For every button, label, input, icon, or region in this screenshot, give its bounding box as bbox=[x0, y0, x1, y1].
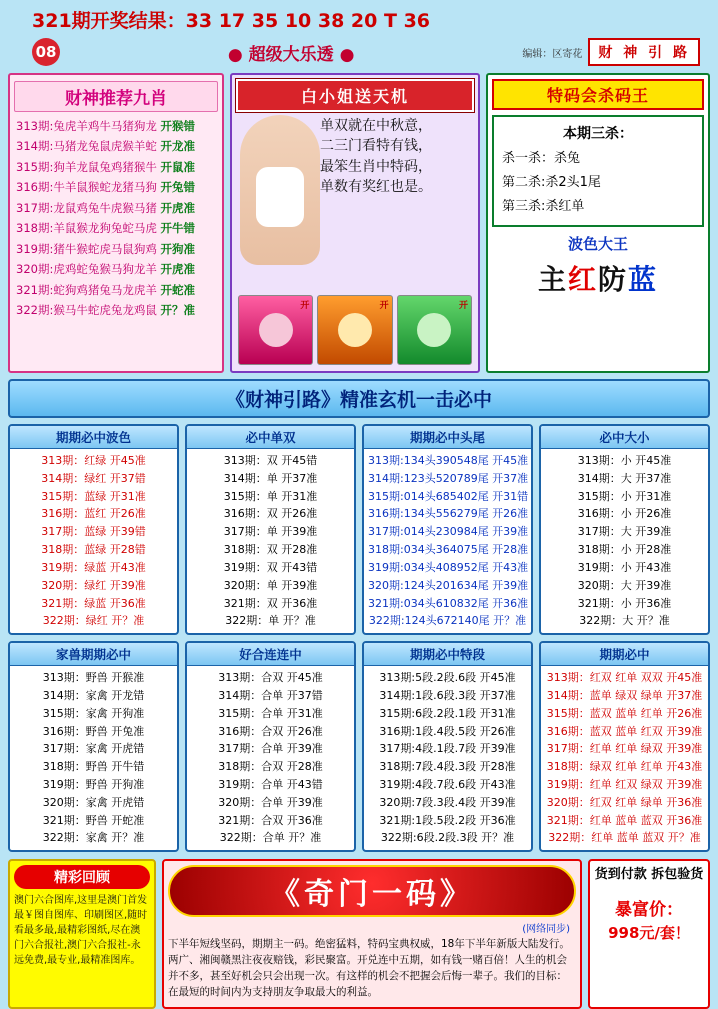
table-row: 320期：绿红 开39准 bbox=[41, 578, 146, 592]
ad-panel bbox=[162, 859, 582, 1009]
box-title: 期期必中 bbox=[541, 643, 708, 666]
kill-title: 本期三杀： bbox=[563, 126, 633, 142]
table-row: 322期:6段.2段.3段 开？准 bbox=[380, 831, 515, 845]
table-row: 321期:034头610832尾 开36准 bbox=[368, 596, 529, 610]
box-title: 必中大小 bbox=[541, 426, 708, 449]
box-qiqi bbox=[539, 641, 710, 852]
mascot-icon bbox=[338, 313, 372, 347]
table-row: 315期：小 开31准 bbox=[577, 489, 672, 503]
kill-line: 杀一杀：杀兔 bbox=[502, 151, 581, 166]
result-label: 开虎准 bbox=[160, 262, 195, 277]
table-row: 321期:1段.5段.2段 开36准 bbox=[379, 813, 516, 827]
ad-subtitle: (网络同步) bbox=[522, 924, 570, 936]
table-row: 322期：绿红 开？准 bbox=[42, 614, 145, 628]
review-text: 澳门六合图库,这里是澳门首发最￥图自图库、印刷图区,随时看最多最,最精彩图纸,尽在澳门六合报社,澳门六合报社-永远免费,最专业,最精准图库。 bbox=[14, 895, 148, 967]
box-helian bbox=[185, 641, 356, 852]
mascot-card bbox=[397, 295, 472, 365]
table-row: 317期：红单 红单 绿双 开39准 bbox=[546, 742, 703, 756]
table-row: 318期：双 开28准 bbox=[223, 543, 318, 557]
poem-line: 单数有奖红也是。 bbox=[320, 178, 432, 195]
issue-ball: 08 bbox=[32, 38, 60, 66]
mascot-card bbox=[317, 295, 392, 365]
table-row: 317期:014头230984尾 开39准 bbox=[368, 525, 529, 539]
table-row: 321期：小 开36准 bbox=[577, 596, 672, 610]
table-row: 320期:7段.3段.4段 开39准 bbox=[379, 795, 516, 809]
list-item: 319期:猪牛猴蛇虎马鼠狗鸡 开狗准 bbox=[16, 241, 195, 256]
review-panel bbox=[8, 859, 156, 1009]
prediction-grid-1 bbox=[8, 424, 710, 635]
mascot-card-label: 开 bbox=[300, 301, 310, 311]
table-row: 318期：野兽 开牛错 bbox=[42, 760, 145, 774]
box-danshuang bbox=[185, 424, 356, 635]
brand-badge: 财 神 引 路 bbox=[588, 38, 700, 66]
table-row: 320期：大 开39准 bbox=[577, 578, 672, 592]
panel-zodiac bbox=[8, 73, 224, 373]
table-row: 316期:134头556279尾 开26准 bbox=[368, 507, 529, 521]
box-teduan bbox=[362, 641, 533, 852]
list-item: 313期:兔虎羊鸡牛马猪狗龙 开猴错 bbox=[16, 119, 195, 133]
headline: 321期开奖结果：33 17 35 10 38 20 T 36 bbox=[32, 10, 431, 32]
table-row: 321期：双 开36准 bbox=[223, 596, 318, 610]
box-daxiao bbox=[539, 424, 710, 635]
panel-kill-banner: 特码会杀码王 bbox=[492, 79, 704, 110]
mascot-icon bbox=[259, 313, 293, 347]
table-row: 322期：大 开？准 bbox=[579, 614, 670, 628]
list-item: 317期:龙鼠鸡兔牛虎猴马猪 开虎准 bbox=[16, 200, 195, 215]
result-label: 开龙准 bbox=[160, 139, 195, 154]
table-row: 315期：单 开31准 bbox=[223, 489, 318, 503]
table-row: 319期：绿蓝 开43准 bbox=[41, 560, 146, 574]
list-item: 322期:猴马牛蛇虎兔龙鸡鼠 开？准 bbox=[16, 303, 195, 318]
table-row: 313期：小 开45准 bbox=[577, 454, 672, 467]
box-title: 期期必中头尾 bbox=[364, 426, 531, 449]
list-item: 314期:马猪龙兔鼠虎猴羊蛇 开龙准 bbox=[16, 139, 195, 154]
poem-line: 最笨生肖中特码， bbox=[320, 158, 432, 175]
box-bose bbox=[8, 424, 179, 635]
ad-title: 《奇门一码》 bbox=[168, 865, 576, 917]
poem-line: 单双就在中秋意， bbox=[320, 118, 432, 134]
table-row: 313期:5段.2段.6段 开45准 bbox=[379, 671, 516, 685]
table-row: 315期:6段.2段.1段 开31准 bbox=[379, 706, 516, 720]
table-row: 317期：合单 开39准 bbox=[218, 742, 323, 756]
mascot-card-label: 开 bbox=[379, 301, 389, 311]
panel-tianji bbox=[230, 73, 480, 373]
result-label: 开蛇准 bbox=[160, 282, 195, 297]
result-label: 开兔错 bbox=[160, 180, 195, 195]
table-row: 320期：家禽 开虎错 bbox=[42, 795, 145, 809]
zodiac-list bbox=[14, 116, 218, 321]
wave-slogan bbox=[492, 258, 704, 298]
table-row: 314期：绿红 开37错 bbox=[41, 471, 146, 485]
table-row: 319期:4段.7段.6段 开43准 bbox=[379, 778, 516, 791]
box-body bbox=[541, 449, 708, 633]
table-row: 321期：合双 开36准 bbox=[218, 813, 323, 827]
box-body bbox=[364, 449, 531, 633]
table-row: 319期:034头408952尾 开43准 bbox=[368, 560, 529, 574]
box-body bbox=[187, 449, 354, 633]
mascot-card bbox=[238, 295, 313, 365]
table-row: 322期：红单 蓝单 蓝双 开？准 bbox=[548, 831, 701, 845]
table-row: 319期：合单 开43错 bbox=[218, 778, 323, 791]
table-row: 315期：蓝绿 开31准 bbox=[41, 489, 146, 503]
table-row: 313期：红双 红单 双双 开45准 bbox=[546, 671, 703, 685]
box-body bbox=[10, 666, 177, 850]
model-photo bbox=[240, 115, 320, 265]
table-row: 320期：合单 开39准 bbox=[218, 795, 323, 809]
table-row: 313期:134头390548尾 开45准 bbox=[368, 454, 529, 467]
box-body bbox=[10, 449, 177, 633]
table-row: 314期：合单 开37错 bbox=[218, 688, 323, 702]
table-row: 314期：蓝单 绿双 绿单 开37准 bbox=[546, 688, 703, 702]
kill-line: 第三杀:杀红单 bbox=[502, 199, 585, 215]
panel-zodiac-title: 财神推荐九肖 bbox=[14, 81, 218, 112]
table-row: 314期：大 开37准 bbox=[577, 471, 672, 485]
table-row: 321期：野兽 开蛇准 bbox=[42, 813, 145, 827]
panel-tianji-banner: 白小姐送天机 bbox=[236, 79, 474, 112]
table-row: 318期：小 开28准 bbox=[577, 543, 672, 557]
box-title: 好合连连中 bbox=[187, 643, 354, 666]
list-item: 321期:蛇狗鸡猪兔马龙虎羊 开蛇准 bbox=[16, 282, 195, 297]
table-row: 315期：蓝双 蓝单 红单 开26准 bbox=[546, 706, 703, 720]
table-row: 316期：蓝红 开26准 bbox=[41, 507, 146, 521]
box-body bbox=[541, 666, 708, 850]
table-row: 318期：合双 开28准 bbox=[218, 760, 323, 774]
table-row: 317期：家禽 开虎错 bbox=[42, 742, 145, 756]
price-value: 998元/套！ bbox=[608, 923, 690, 942]
panel-kill bbox=[486, 73, 710, 373]
table-row: 314期:1段.6段.3段 开37准 bbox=[379, 688, 516, 702]
result-label: 开？准 bbox=[160, 303, 195, 318]
table-row: 320期：红双 红单 绿单 开36准 bbox=[546, 795, 703, 809]
table-row: 313期：红绿 开45准 bbox=[41, 454, 146, 467]
table-row: 314期:123头520789尾 开37准 bbox=[368, 471, 529, 485]
table-row: 321期：红单 蓝单 蓝双 开36准 bbox=[546, 813, 703, 827]
price-label: 暴富价： bbox=[615, 899, 683, 920]
editor-label: 编辑：区寄花 bbox=[522, 48, 583, 60]
table-row: 316期:1段.4段.5段 开26准 bbox=[379, 724, 516, 738]
table-row: 315期：家禽 开狗准 bbox=[42, 706, 145, 720]
ad-text: 下半年短线坚码，期期主一码。绝密猛料，特码宝典权威，18年下半年新版大陆发行。两广、湘闽赣黑注夜夜赔钱，彩民聚富。开兑连中五期，如有钱一赌百倍！人生的机会并不多，甚至好机会只会出现一次。有这样的机会不把握会后悔一辈子。我们的目标：在最短的时间内为支持朋友争取最大的利益。 bbox=[168, 938, 570, 998]
table-row: 317期：大 开39准 bbox=[577, 525, 672, 539]
poem-line: 二三门看特有钱， bbox=[320, 138, 432, 155]
table-row: 320期：单 开39准 bbox=[223, 578, 318, 592]
table-row: 322期:124头672140尾 开？准 bbox=[368, 614, 527, 628]
box-body bbox=[364, 666, 531, 850]
slogan-char: 蓝 bbox=[628, 263, 659, 297]
review-title: 精彩回顾 bbox=[14, 865, 150, 889]
table-row: 318期:7段.4段.3段 开28准 bbox=[379, 760, 516, 774]
bottom-section bbox=[8, 859, 710, 1009]
table-row: 318期：蓝绿 开28错 bbox=[41, 543, 146, 557]
table-row: 314期：单 开37准 bbox=[223, 471, 318, 485]
table-row: 313期：野兽 开猴准 bbox=[42, 671, 145, 685]
box-title: 必中单双 bbox=[187, 426, 354, 449]
table-row: 313期：合双 开45准 bbox=[218, 671, 323, 685]
table-row: 318期:034头364075尾 开28准 bbox=[368, 543, 529, 557]
table-row: 322期：合单 开？准 bbox=[219, 831, 322, 845]
box-title: 期期必中波色 bbox=[10, 426, 177, 449]
result-label: 开鼠准 bbox=[160, 159, 195, 174]
table-row: 317期:4段.1段.7段 开39准 bbox=[379, 742, 516, 756]
box-title: 期期必中特段 bbox=[364, 643, 531, 666]
list-item: 320期:虎鸡蛇兔猴马狗龙羊 开虎准 bbox=[16, 262, 195, 277]
table-row: 321期：绿蓝 开36准 bbox=[41, 596, 146, 610]
box-title: 家兽期期必中 bbox=[10, 643, 177, 666]
result-label: 开狗准 bbox=[160, 241, 195, 256]
list-item: 315期:狗羊龙鼠兔鸡猪猴牛 开鼠准 bbox=[16, 159, 195, 174]
table-row: 317期：蓝绿 开39错 bbox=[41, 525, 146, 539]
result-label: 开牛错 bbox=[160, 221, 195, 236]
table-row: 318期：绿双 红单 红单 开43准 bbox=[546, 760, 703, 774]
slogan-char: 红 bbox=[567, 263, 598, 297]
table-row: 315期：合单 开31准 bbox=[218, 706, 323, 720]
kill-list bbox=[492, 115, 704, 227]
slogan-char: 主 bbox=[537, 263, 568, 297]
result-label: 开猴错 bbox=[160, 119, 195, 133]
table-row: 319期：双 开43错 bbox=[223, 560, 318, 574]
kill-line: 第二杀:杀2头1尾 bbox=[502, 175, 601, 191]
top-panels bbox=[8, 73, 710, 373]
table-row: 319期：红单 红双 绿双 开39准 bbox=[546, 778, 703, 791]
table-row: 316期：双 开26准 bbox=[223, 507, 318, 521]
box-touwei bbox=[362, 424, 533, 635]
table-row: 319期：野兽 开狗准 bbox=[42, 778, 145, 791]
slogan-char: 防 bbox=[598, 263, 629, 297]
table-row: 316期：合双 开26准 bbox=[218, 724, 323, 738]
mascot-card-label: 开 bbox=[458, 301, 468, 311]
table-row: 319期：小 开43准 bbox=[577, 560, 672, 574]
list-item: 318期:羊鼠猴龙狗兔蛇马虎 开牛错 bbox=[16, 221, 195, 236]
page-title: ● 超级大乐透 ● bbox=[227, 44, 355, 65]
box-jiashou bbox=[8, 641, 179, 852]
delivery-note: 货到付款 拆包验货 bbox=[594, 867, 704, 883]
table-row: 316期：小 开26准 bbox=[577, 507, 672, 521]
result-label: 开虎准 bbox=[160, 200, 195, 215]
table-row: 320期:124头201634尾 开39准 bbox=[368, 578, 529, 592]
table-row: 314期：家禽 开龙错 bbox=[42, 688, 145, 702]
table-row: 317期：单 开39准 bbox=[223, 525, 318, 539]
table-row: 322期：家禽 开？准 bbox=[42, 831, 145, 845]
wave-title: 波色大王 bbox=[567, 235, 628, 254]
table-row: 322期：单 开？准 bbox=[225, 614, 316, 628]
table-row: 316期：野兽 开兔准 bbox=[42, 724, 145, 738]
table-row: 316期：蓝双 蓝单 红双 开39准 bbox=[546, 724, 703, 738]
mascot-icon bbox=[417, 313, 451, 347]
box-body bbox=[187, 666, 354, 850]
mascot-cards bbox=[238, 295, 472, 365]
section-banner: 《财神引路》精准玄机一击必中 bbox=[8, 379, 710, 418]
price-panel bbox=[588, 859, 710, 1009]
table-row: 313期：双 开45错 bbox=[223, 454, 318, 467]
header-bar bbox=[8, 35, 710, 69]
prediction-grid-2 bbox=[8, 641, 710, 852]
list-item: 316期:牛羊鼠猴蛇龙猪马狗 开兔错 bbox=[16, 180, 195, 195]
table-row: 315期:014头685402尾 开31错 bbox=[368, 489, 529, 503]
